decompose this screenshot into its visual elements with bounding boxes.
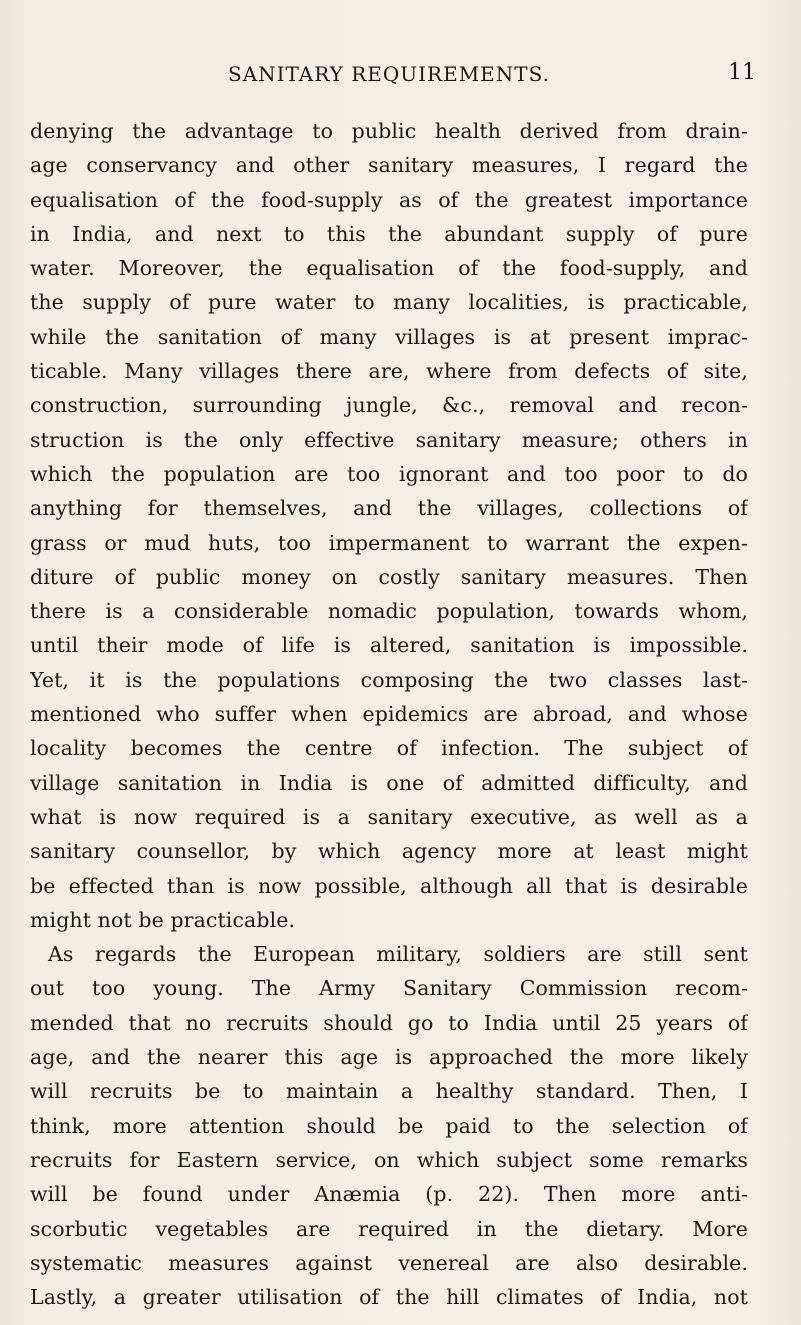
text-line: village sanitation in India is one of admitted difficulty, and [30, 770, 748, 795]
text-line: Yet, it is the populations composing the two classes last- [30, 667, 748, 692]
paragraph-2 [30, 937, 748, 1314]
text-line: scorbutic vegetables are required in the dietary. More [30, 1216, 748, 1241]
text-line: in India, and next to this the abundant supply of pure [30, 221, 748, 246]
text-line: age, and the nearer this age is approached the more likely [30, 1045, 748, 1070]
running-title: SANITARY REQUIREMENTS. [228, 62, 550, 86]
text-line: mended that no recruits should go to India until 25 years of [30, 1010, 748, 1035]
text-line: water. Moreover, the equalisation of the food-supply, and [30, 256, 748, 281]
paragraph-1 [30, 114, 748, 937]
body-text [30, 114, 748, 1314]
text-line: equalisation of the food-supply as of the greatest importance [30, 187, 748, 212]
text-line: sanitary counsellor, by which agency more at least might [30, 839, 748, 864]
text-line: denying the advantage to public health derived from drain- [30, 119, 748, 143]
text-line: systematic measures against venereal are also desirable. [30, 1250, 748, 1275]
text-line: think, more attention should be paid to the selection of [30, 1113, 748, 1138]
text-line: will be found under Anæmia (p. 22). Then more anti- [30, 1182, 748, 1207]
text-line: diture of public money on costly sanitary measures. Then [30, 564, 748, 589]
text-line: mentioned who suffer when epidemics are abroad, and whose [30, 702, 748, 727]
text-line: locality becomes the centre of infection. The subject of [30, 736, 748, 761]
text-line: what is now required is a sanitary executive, as well as a [30, 804, 748, 829]
text-line: until their mode of life is altered, sanitation is impossible. [30, 633, 748, 658]
text-line: As regards the European military, soldiers are still sent [48, 942, 748, 967]
text-line: out too young. The Army Sanitary Commission recom- [30, 976, 748, 1001]
text-line: which the population are too ignorant and too poor to do [30, 461, 748, 486]
text-line: age conservancy and other sanitary measures, I regard the [30, 153, 748, 178]
text-line: ticable. Many villages there are, where from defects of site, [30, 359, 748, 384]
page-number: 11 [728, 60, 756, 85]
text-line: the supply of pure water to many localities, is practicable, [30, 290, 748, 315]
text-line: recruits for Eastern service, on which subject some remarks [30, 1147, 748, 1172]
text-line: anything for themselves, and the villages, collections of [30, 496, 748, 521]
text-line: while the sanitation of many villages is at present imprac- [30, 324, 748, 349]
text-line: might not be practicable. [30, 907, 296, 932]
text-line: construction, surrounding jungle, &c., removal and recon- [30, 393, 748, 418]
text-line: struction is the only effective sanitary measure; others in [30, 427, 748, 452]
text-line: will recruits be to maintain a healthy standard. Then, I [30, 1079, 748, 1104]
running-head [30, 60, 756, 96]
text-line: there is a considerable nomadic population, towards whom, [30, 599, 748, 624]
text-line: Lastly, a greater utilisation of the hill climates of India, not [30, 1285, 748, 1310]
text-line: grass or mud huts, too impermanent to warrant the expen- [30, 530, 748, 555]
text-line: be effected than is now possible, although all that is desirable [30, 873, 748, 898]
